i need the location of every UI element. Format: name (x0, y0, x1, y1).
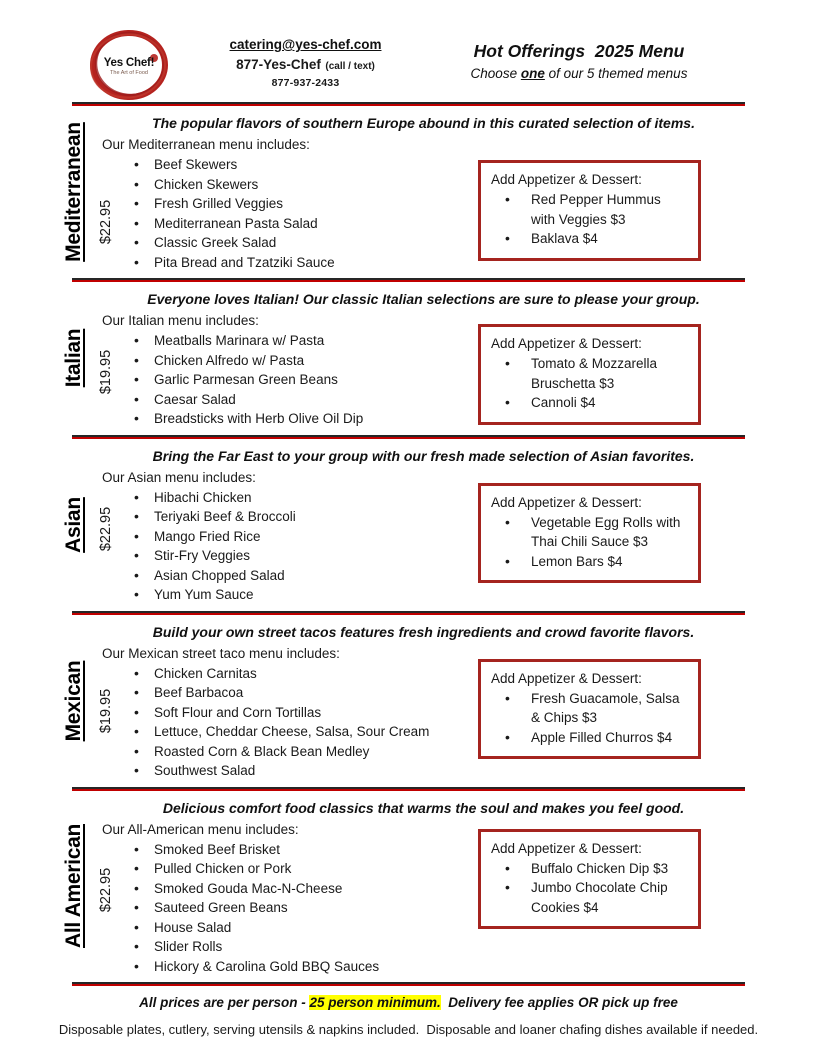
section-name: Mediterranean (62, 122, 85, 262)
contact-phone-number: 877-937-2433 (271, 76, 340, 89)
menu-item: • Fresh Grilled Veggies (102, 194, 502, 214)
addon-title: Add Appetizer & Dessert: (491, 172, 642, 187)
menu-item: • Stir-Fry Veggies (102, 546, 502, 566)
menu-section-italian (62, 282, 745, 435)
addon-item: • Apple Filled Churros $4 (491, 728, 688, 748)
menu-item: • Beef Barbacoa (102, 683, 502, 703)
includes-label: Our All-American menu includes: (102, 821, 299, 837)
addon-box (478, 829, 701, 930)
footer-pricing-line (72, 995, 745, 1010)
menu-items-list (102, 155, 502, 272)
menu-item: • Yum Yum Sauce (102, 585, 502, 605)
includes-label: Our Mexican street taco menu includes: (102, 645, 340, 661)
menu-item: • Smoked Gouda Mac-N-Cheese (102, 879, 502, 899)
section-price: $19.95 (98, 350, 114, 395)
addon-item: • Vegetable Egg Rolls with Thai Chili Sauce $3 (491, 513, 688, 552)
logo-text (86, 28, 172, 102)
menu-item: • Asian Chopped Salad (102, 566, 502, 586)
menu-section-mexican (62, 615, 745, 787)
addon-item: • Fresh Guacamole, Salsa & Chips $3 (491, 689, 688, 728)
menu-item: • Meatballs Marinara w/ Pasta (102, 331, 502, 351)
menu-item: • Pita Bread and Tzatziki Sauce (102, 253, 502, 273)
menu-item: • Hickory & Carolina Gold BBQ Sauces (102, 957, 502, 977)
brand-logo (86, 28, 172, 102)
contact-phone-note: (call / text) (325, 61, 375, 73)
menu-item: • Pulled Chicken or Pork (102, 859, 502, 879)
addon-box (478, 483, 701, 584)
contact-phone-line (198, 54, 413, 76)
section-tagline: Build your own street tacos features fresh ingredients and crowd favorite flavors. (152, 623, 695, 640)
page-title: Hot Offerings 2025 Menu (473, 41, 685, 61)
contact-block (198, 28, 413, 90)
section-price: $19.95 (98, 688, 114, 733)
addon-items-list (491, 354, 688, 413)
addon-items-list (491, 190, 688, 249)
addon-title: Add Appetizer & Dessert: (491, 670, 642, 686)
footer-divider (72, 982, 745, 986)
addon-item: • Baklava $4 (491, 229, 688, 249)
section-name: Asian (62, 496, 85, 553)
addon-item: • Tomato & Mozzarella Bruschetta $3 (491, 354, 688, 393)
section-price: $22.95 (98, 506, 114, 551)
includes-label: Our Mediterranean menu includes: (102, 137, 310, 152)
menu-item: • Smoked Beef Brisket (102, 840, 502, 860)
addon-items-list (491, 513, 688, 572)
section-price: $22.95 (98, 199, 114, 245)
menu-item: • Chicken Carnitas (102, 664, 502, 684)
menu-item: • Southwest Salad (102, 761, 502, 781)
menu-item: • Mediterranean Pasta Salad (102, 214, 502, 234)
includes-label: Our Asian menu includes: (102, 469, 256, 485)
menu-item: • Lettuce, Cheddar Cheese, Salsa, Sour Cream (102, 722, 502, 742)
section-name: All American (62, 824, 85, 949)
section-name: Mexican (62, 660, 85, 741)
menu-item: • Caesar Salad (102, 390, 502, 410)
menu-items-list (102, 664, 502, 781)
pricing-highlight: 25 person minimum. (309, 995, 441, 1010)
addon-item: • Buffalo Chicken Dip $3 (491, 859, 688, 879)
addon-item: • Jumbo Chocolate Chip Cookies $4 (491, 878, 688, 917)
logo-brand-name: Yes Chef! (103, 56, 155, 69)
menu-items-list (102, 488, 502, 605)
section-tagline: Delicious comfort food classics that warms the soul and makes you feel good. (162, 799, 685, 816)
menu-item: • Chicken Alfredo w/ Pasta (102, 351, 502, 371)
addon-title: Add Appetizer & Dessert: (491, 494, 642, 510)
menu-item: • Roasted Corn & Black Bean Medley (102, 742, 502, 762)
section-tagline: The popular flavors of southern Europe abound in this curated selection of items. (152, 115, 695, 131)
logo-tagline: The Art of Food (110, 69, 148, 76)
menu-item: • Breadsticks with Herb Olive Oil Dip (102, 409, 502, 429)
title-block (413, 28, 745, 84)
subtitle-prefix: Choose (470, 66, 521, 82)
addon-item: • Red Pepper Hummus with Veggies $3 (491, 190, 688, 229)
menu-item: • Chicken Skewers (102, 175, 502, 195)
contact-phone-word: 877-Yes-Chef (236, 57, 321, 73)
subtitle-suffix: of our 5 themed menus (544, 66, 688, 82)
addon-box (478, 324, 701, 425)
pricing-suffix: Delivery fee applies OR pick up free (440, 995, 678, 1010)
includes-label: Our Italian menu includes: (102, 313, 259, 328)
menu-item: • Beef Skewers (102, 155, 502, 175)
menu-items-list (102, 331, 502, 429)
menu-item: • Soft Flour and Corn Tortillas (102, 703, 502, 723)
addon-item: • Cannoli $4 (491, 393, 688, 413)
menu-item: • Sauteed Green Beans (102, 898, 502, 918)
addon-box (478, 659, 701, 760)
menu-section-asian (62, 439, 745, 611)
addon-box (478, 160, 701, 261)
menu-item: • Classic Greek Salad (102, 233, 502, 253)
menu-item: • Teriyaki Beef & Broccoli (102, 507, 502, 527)
section-name: Italian (62, 328, 85, 388)
menu-item: • Hibachi Chicken (102, 488, 502, 508)
menu-item: • Mango Fried Rice (102, 527, 502, 547)
menu-items-list (102, 840, 502, 977)
subtitle-emphasis: one (520, 66, 545, 82)
pricing-prefix: All prices are per person - (139, 995, 310, 1010)
section-price: $22.95 (98, 868, 114, 913)
menu-section-mediterranean (62, 106, 745, 278)
menu-item: • Garlic Parmesan Green Beans (102, 370, 502, 390)
section-tagline: Bring the Far East to your group with our fresh made selection of Asian favorites. (152, 447, 695, 464)
page-subtitle (413, 64, 745, 84)
addon-items-list (491, 689, 688, 748)
menu-section-all-american (62, 791, 745, 983)
page-header (72, 28, 745, 102)
addon-items-list (491, 859, 688, 918)
contact-email-link[interactable]: catering@yes-chef.com (229, 37, 382, 52)
menu-item: • Slider Rolls (102, 937, 502, 957)
menu-item: • House Salad (102, 918, 502, 938)
addon-title: Add Appetizer & Dessert: (491, 840, 642, 856)
section-tagline: Everyone loves Italian! Our classic Italian selections are sure to please your group. (147, 291, 700, 307)
addon-item: • Lemon Bars $4 (491, 552, 688, 572)
addon-title: Add Appetizer & Dessert: (491, 336, 642, 351)
footer-note: Disposable plates, cutlery, serving utensils & napkins included. Disposable and loaner chafing dishes available if needed. (58, 1022, 759, 1037)
